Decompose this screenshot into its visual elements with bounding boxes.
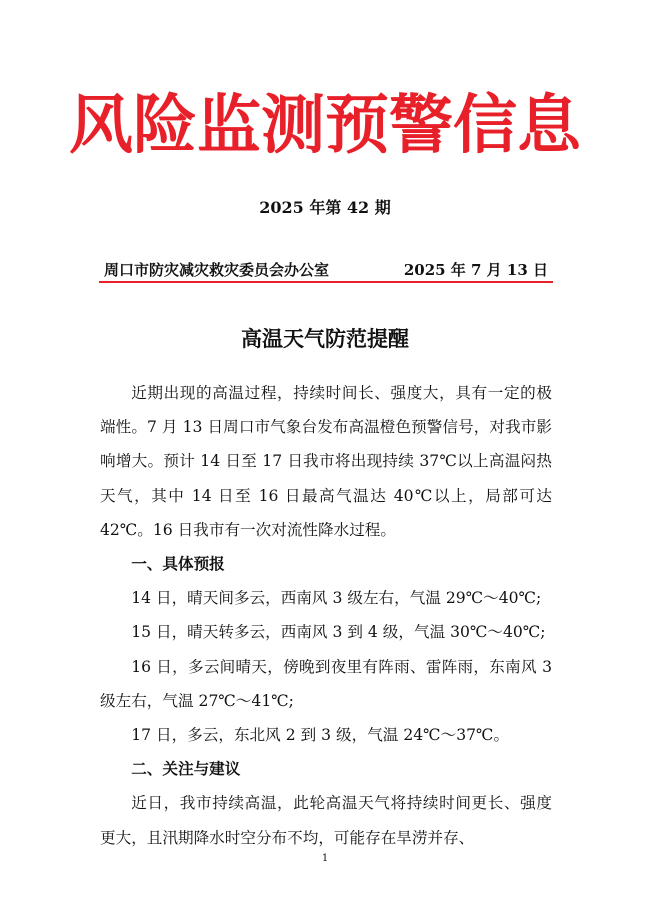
masthead-title: 风险监测预警信息 [69,88,581,163]
issuer-name: 周口市防灾减灾救灾委员会办公室 [104,261,330,279]
section-heading-advice: 二、关注与建议 [131,760,241,779]
page-number: 1 [321,853,329,864]
advice-paragraph: 近日，我市持续高温，此轮高温天气将持续时间更长、强度更大，且汛期降水时空分布不均，可能存在旱涝并存、 [100,794,552,847]
intro-paragraph: 近期出现的高温过程，持续时间长、强度大，具有一定的极端性。7 月 13 日周口市气象台发布高温橙色预警信号，对我市影响增大。预计 14 日至 17 日我市将出现持续 37℃以上高温闷热天气，其中 14 日至 16 日最高气温达 40℃以上，局部可达 42℃。16 日我市有一次对流性降水过程。 [100,384,552,539]
forecast-item: 16 日，多云间晴天，傍晚到夜里有阵雨、雷阵雨，东南风 3 级左右，气温 27℃～41℃; [100,657,552,710]
issuer-row [100,258,552,282]
issue-date: 2025 年 7 月 13 日 [403,261,548,279]
forecast-item: 15 日，晴天转多云，西南风 3 到 4 级，气温 30℃～40℃; [131,623,546,642]
issue-number: 2025 年第 42 期 [259,198,391,217]
document-title: 高温天气防范提醒 [241,326,409,351]
red-divider [99,281,553,283]
section-heading-forecast: 一、具体预报 [131,555,225,574]
forecast-item: 14 日，晴天间多云，西南风 3 级左右，气温 29℃～40℃; [131,589,542,608]
document-body [100,376,552,855]
forecast-item: 17 日，多云，东北风 2 到 3 级，气温 24℃～37℃。 [131,726,510,745]
